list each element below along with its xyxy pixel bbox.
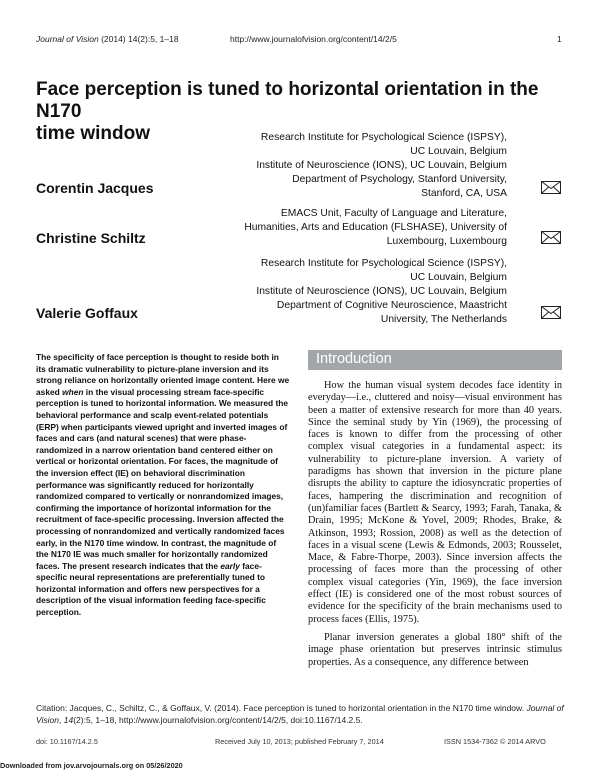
paragraph: How the human visual system decodes face identity in everyday—i.e., cluttered and noisy—visual environment has been a matter of extensive research for more than 40 years. Since the seminal study by Yin (1969), the processing of faces is known to differ from the processing of other complex visual categories in a fundamental aspect: its vulnerability to picture-plane inversion. A variety of paradigms has shown that inversion in the picture plane disrupts the ability to capture the idiosyncratic properties of faces, hampering the discrimination and recognition of (un)familiar faces (Bartlett & Searcy, 1993; Farah, Tanaka, & Drain, 1995; McKone & Yovel, 2009; Rhodes, Brake, & Atkinson, 1993; Rossion, 2008) as well as the detection of faces in a visual scene (Lewis & Edmonds, 2003; Rousselet, Mace, & Fabre-Thorpe, 2003). Since inversion affects the processing of faces more than the processing of other complex visual categories (Yin, 1969), the face inversion effect (IE) is considered one of the most robust sources of evidence for the specificity of the brain mechanisms used to process faces (Ellis, 1975). bbox=[308, 380, 562, 625]
envelope-icon[interactable] bbox=[541, 181, 561, 194]
download-stamp: Downloaded from jov.arvojournals.org on 05/26/2020 bbox=[0, 761, 183, 770]
affiliation-jacques: Research Institute for Psychological Science (ISPSY), UC Louvain, Belgium Institute of Neuroscience (IONS), UC Louvain, Belgium Department of Psychology, Stanford University, Stanford, CA, USA bbox=[256, 132, 507, 199]
affiliation-goffaux: Research Institute for Psychological Science (ISPSY), UC Louvain, Belgium Institute of Neuroscience (IONS), UC Louvain, Belgium Department of Cognitive Neuroscience, Maastricht University, The Netherlands bbox=[256, 258, 507, 325]
introduction-body bbox=[308, 380, 562, 669]
introduction-heading-bar bbox=[308, 350, 562, 370]
envelope-icon[interactable] bbox=[541, 306, 561, 319]
author-name-schiltz: Christine Schiltz bbox=[36, 230, 146, 246]
introduction-heading: Introduction bbox=[316, 351, 392, 367]
author-name-jacques: Corentin Jacques bbox=[36, 180, 154, 196]
article-title: Face perception is tuned to horizontal orientation in the N170 time window bbox=[36, 79, 539, 144]
footer-doi: doi: 10.1167/14.2.5 bbox=[36, 737, 98, 746]
running-header-journal: Journal of Vision (2014) 14(2):5, 1–18 bbox=[36, 34, 179, 44]
footer-issn: ISSN 1534-7362 © 2014 ARVO bbox=[444, 737, 546, 746]
running-header-url[interactable]: http://www.journalofvision.org/content/14/2/5 bbox=[230, 34, 397, 44]
abstract: The specificity of face perception is thought to reside both in its dramatic vulnerability to picture-plane inversion and its strong reliance on horizontally oriented image content. Here we asked when in the visual processing stream face-specific perception is tuned to horizontal information. We measured the behavioral performance and scalp event-related potentials (ERP) when participants viewed upright and inverted images of faces and cars (and natural scenes) that were phase-randomized in a narrow orientation band centered either on vertical or horizontal orientation. For faces, the magnitude of the inversion effect (IE) on behavioral discrimination performance was significantly reduced for horizontally randomized compared to vertically or nonrandomized images, confirming the importance of horizontal information for the recruitment of face-specific processing. Inversion affected the processing of nonrandomized and vertically randomized faces early, in the N170 time window. In contrast, the magnitude of the N170 IE was much smaller for horizontally randomized faces. The present research indicates that the early face-specific neural representations are preferentially tuned to horizontal information and offers new perspectives for a description of the visual information feeding face-specific perception. bbox=[36, 352, 290, 618]
affiliation-schiltz: EMACS Unit, Faculty of Language and Literature, Humanities, Arts and Education (FLSHASE), University of Luxembourg, Luxembourg bbox=[244, 208, 507, 247]
footer-received: Received July 10, 2013; published February 7, 2014 bbox=[215, 737, 384, 746]
page-number: 1 bbox=[557, 34, 562, 44]
envelope-icon[interactable] bbox=[541, 231, 561, 244]
author-name-goffaux: Valerie Goffaux bbox=[36, 305, 138, 321]
paragraph: Planar inversion generates a global 180° shift of the image phase orientation but preserves intrinsic stimulus properties. As a consequence, any difference between bbox=[308, 631, 562, 668]
citation: Citation: Jacques, C., Schiltz, C., & Goffaux, V. (2014). Face perception is tuned to horizontal orientation in the N170 time window. Journal of Vision, 14(2):5, 1–18, http://www.journalofvision.org/content/14/2/5, doi:10.1167/14.2.5. bbox=[36, 703, 564, 725]
